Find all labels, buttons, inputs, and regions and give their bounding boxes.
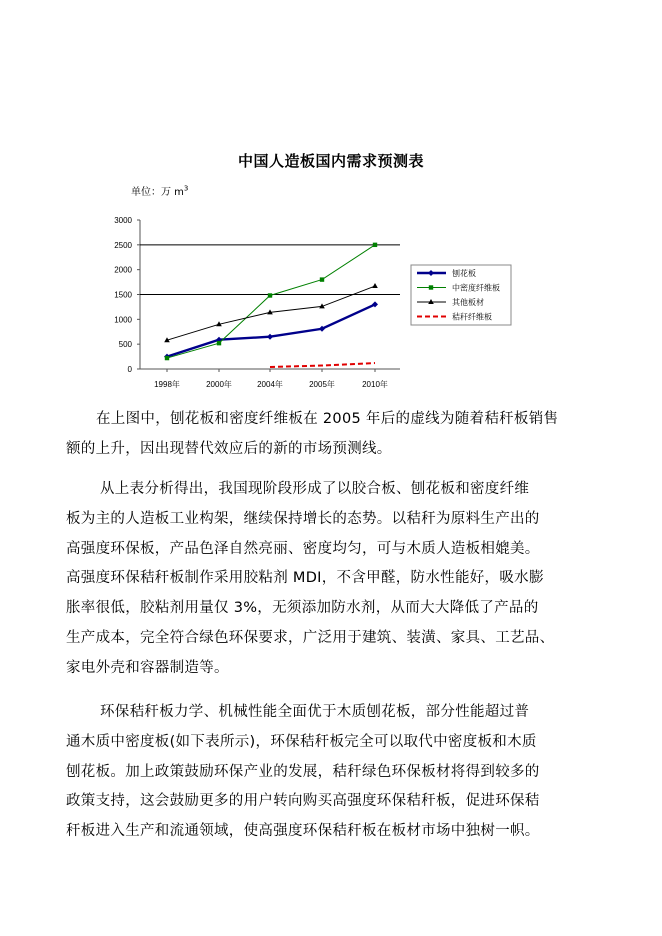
paragraph-2: [66, 475, 606, 684]
series-2: [165, 243, 377, 361]
series-line: [270, 363, 375, 367]
y-tick-label: 500: [118, 340, 132, 350]
unit-superscript: 3: [183, 184, 189, 193]
data-point-square: [217, 341, 221, 345]
chart-gridlines: [140, 245, 400, 295]
x-tick-label: 2010年: [362, 380, 388, 389]
paragraph-line: 政策支持，这会鼓励更多的用户转向购买高强度环保秸秆板，促进环保秸: [66, 793, 540, 810]
data-point-triangle: [372, 283, 378, 288]
legend-label: 秸秆纤维板: [452, 312, 492, 322]
y-tick-label: 2500: [114, 240, 132, 250]
x-tick-label: 1998年: [154, 380, 180, 389]
chart-axes: [114, 216, 400, 389]
data-point-diamond: [267, 334, 273, 340]
y-tick-label: 0: [127, 365, 132, 374]
paragraph-line: 高强度环保板，产品色泽自然亮丽、密度均匀，可与木质人造板相媲美。: [66, 540, 540, 557]
paragraph-3: [66, 698, 606, 847]
series-3: [164, 283, 378, 342]
paragraph-line: 家电外壳和容器制造等。: [66, 659, 229, 676]
y-tick-label: 3000: [114, 216, 132, 225]
y-tick-label: 1000: [114, 315, 132, 325]
series-line: [167, 245, 375, 358]
legend-label: 中密度纤维板: [452, 283, 500, 293]
paragraph-1: [66, 405, 606, 465]
paragraph-line: 在上图中，刨花板和密度纤维板在 2005 年后的虚线为随着秸秆板销售: [96, 411, 559, 427]
data-point-square: [268, 293, 272, 297]
chart-legend: [411, 265, 511, 325]
paragraph-line: 秆板进入生产和流通领域，使高强度环保秸秆板在板材市场中独树一帜。: [66, 823, 540, 840]
data-point-square: [320, 277, 324, 281]
data-point-square: [373, 243, 377, 247]
paragraph-line: 从上表分析得出，我国现阶段形成了以胶合板、刨花板和密度纤维: [100, 481, 530, 497]
x-tick-label: 2000年: [206, 380, 232, 389]
unit-text: 单位：万 m: [131, 187, 184, 198]
data-point-square: [429, 285, 433, 289]
legend-label: 刨花板: [452, 269, 476, 278]
data-point-square: [165, 356, 169, 360]
chart-series: [164, 243, 378, 367]
paragraph-line: 高强度环保秸秆板制作采用胶粘剂 MDI，不含甲醛，防水性能好，吸水膨: [66, 570, 544, 587]
line-chart: [0, 0, 662, 400]
x-tick-label: 2004年: [257, 380, 283, 389]
legend-label: 其他板材: [452, 298, 484, 307]
series-4: [270, 363, 375, 367]
paragraph-line: 板为主的人造板工业构架，继续保持增长的态势。以秸秆为原料生产出的: [66, 510, 540, 527]
x-tick-label: 2005年: [309, 380, 335, 389]
paragraph-line: 通木质中密度板(如下表所示)，环保秸秆板完全可以取代中密度板和木质: [66, 733, 537, 750]
series-1: [164, 301, 378, 359]
chart-title: 中国人造板国内需求预测表: [237, 152, 424, 170]
paragraph-line: 生产成本，完全符合绿色环保要求，广泛用于建筑、装潢、家具、工艺品、: [66, 629, 555, 646]
y-tick-label: 2000: [114, 265, 132, 275]
paragraph-line: 额的上升，因出现替代效应后的新的市场预测线。: [66, 440, 392, 457]
paragraph-line: 胀率很低，胶粘剂用量仅 3%，无须添加防水剂，从而大大降低了产品的: [66, 600, 539, 617]
paragraph-line: 环保秸秆板力学、机械性能全面优于木质刨花板，部分性能超过普: [100, 704, 530, 720]
y-tick-label: 1500: [114, 290, 132, 300]
paragraph-line: 刨花板。加上政策鼓励环保产业的发展，秸秆绿色环保板材将得到较多的: [66, 763, 540, 780]
